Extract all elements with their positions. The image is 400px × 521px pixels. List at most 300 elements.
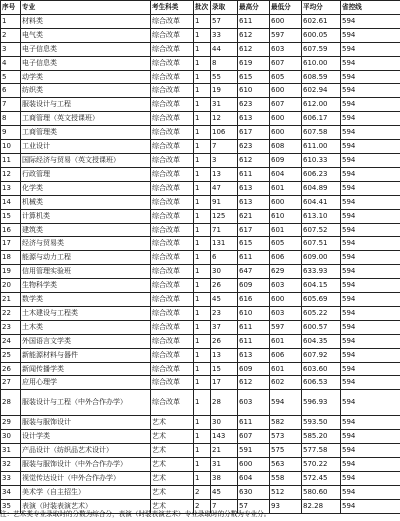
index-cell: 26 — [1, 362, 21, 376]
max-score-cell: 609 — [238, 279, 270, 293]
max-score-cell: 600 — [238, 458, 270, 472]
admitted-cell: 12 — [211, 112, 238, 126]
major-cell: 纺织类 — [21, 84, 151, 98]
min-score-cell: 607 — [270, 98, 302, 112]
index-cell: 2 — [1, 28, 21, 42]
control-line-cell: 594 — [341, 167, 400, 181]
batch-cell: 1 — [194, 334, 211, 348]
table-row — [1, 265, 400, 279]
header-row — [1, 1, 400, 15]
header-min-score: 最低分 — [270, 1, 302, 15]
max-score-cell: 610 — [238, 306, 270, 320]
index-cell: 5 — [1, 70, 21, 84]
batch-cell: 1 — [194, 153, 211, 167]
batch-cell: 1 — [194, 320, 211, 334]
max-score-cell: 611 — [238, 167, 270, 181]
max-score-cell: 616 — [238, 293, 270, 307]
min-score-cell: 597 — [270, 28, 302, 42]
major-cell: 美术学（自主招生） — [21, 485, 151, 499]
batch-cell: 1 — [194, 390, 211, 416]
max-score-cell: 603 — [238, 390, 270, 416]
max-score-cell: 613 — [238, 348, 270, 362]
max-score-cell: 623 — [238, 140, 270, 154]
max-score-cell: 609 — [238, 362, 270, 376]
batch-cell: 1 — [194, 444, 211, 458]
table-row — [1, 140, 400, 154]
max-score-cell: 57 — [238, 499, 270, 513]
table-row — [1, 472, 400, 486]
admitted-cell: 55 — [211, 70, 238, 84]
major-cell: 新能源材料与器件 — [21, 348, 151, 362]
max-score-cell: 621 — [238, 209, 270, 223]
min-score-cell: 594 — [270, 390, 302, 416]
min-score-cell: 600 — [270, 84, 302, 98]
admitted-cell: 131 — [211, 237, 238, 251]
index-cell: 18 — [1, 251, 21, 265]
min-score-cell: 602 — [270, 376, 302, 390]
major-cell: 材料类 — [21, 14, 151, 28]
major-cell: 服装与服饰设计（中外合作办学） — [21, 458, 151, 472]
control-line-cell: 594 — [341, 195, 400, 209]
index-cell: 14 — [1, 195, 21, 209]
min-score-cell: 608 — [270, 140, 302, 154]
batch-cell: 1 — [194, 265, 211, 279]
avg-score-cell: 610.33 — [302, 153, 341, 167]
min-score-cell: 600 — [270, 195, 302, 209]
header-category: 考生科类 — [151, 1, 194, 15]
major-cell: 计算机类 — [21, 209, 151, 223]
control-line-cell: 594 — [341, 472, 400, 486]
batch-cell: 1 — [194, 472, 211, 486]
category-cell: 艺术 — [151, 430, 194, 444]
max-score-cell: 611 — [238, 334, 270, 348]
avg-score-cell: 602.94 — [302, 84, 341, 98]
index-cell: 31 — [1, 444, 21, 458]
control-line-cell: 594 — [341, 279, 400, 293]
footnote: 注：艺术类专业录取时的分数为综合分，表演（时装表演艺术）专业录取时的分数为专业分。 — [0, 510, 271, 518]
category-cell: 综合改革 — [151, 84, 194, 98]
category-cell: 综合改革 — [151, 153, 194, 167]
index-cell: 10 — [1, 140, 21, 154]
category-cell: 综合改革 — [151, 223, 194, 237]
major-cell: 数学类 — [21, 293, 151, 307]
batch-cell: 2 — [194, 499, 211, 513]
min-score-cell: 582 — [270, 416, 302, 430]
table-row — [1, 416, 400, 430]
min-score-cell: 600 — [270, 14, 302, 28]
major-cell: 服装设计与工程 — [21, 98, 151, 112]
min-score-cell: 601 — [270, 223, 302, 237]
max-score-cell: 619 — [238, 56, 270, 70]
max-score-cell: 630 — [238, 485, 270, 499]
max-score-cell: 615 — [238, 237, 270, 251]
control-line-cell: 594 — [341, 416, 400, 430]
min-score-cell: 512 — [270, 485, 302, 499]
index-cell: 29 — [1, 416, 21, 430]
index-cell: 11 — [1, 153, 21, 167]
max-score-cell: 613 — [238, 195, 270, 209]
table-body — [1, 14, 400, 513]
major-cell: 建筑类 — [21, 223, 151, 237]
admitted-cell: 17 — [211, 376, 238, 390]
control-line-cell: 594 — [341, 458, 400, 472]
major-cell: 经济与贸易类 — [21, 237, 151, 251]
header-batch: 批次 — [194, 1, 211, 15]
max-score-cell: 591 — [238, 444, 270, 458]
header-control-line: 省控线 — [341, 1, 400, 15]
control-line-cell: 594 — [341, 320, 400, 334]
category-cell: 综合改革 — [151, 306, 194, 320]
avg-score-cell: 604.89 — [302, 181, 341, 195]
major-cell: 服装与服饰设计 — [21, 416, 151, 430]
avg-score-cell: 607.58 — [302, 126, 341, 140]
category-cell: 综合改革 — [151, 126, 194, 140]
table-row — [1, 306, 400, 320]
admitted-cell: 28 — [211, 390, 238, 416]
category-cell: 综合改革 — [151, 181, 194, 195]
control-line-cell: 594 — [341, 430, 400, 444]
batch-cell: 1 — [194, 458, 211, 472]
category-cell: 综合改革 — [151, 140, 194, 154]
min-score-cell: 575 — [270, 444, 302, 458]
major-cell: 机械类 — [21, 195, 151, 209]
avg-score-cell: 600.05 — [302, 28, 341, 42]
index-cell: 8 — [1, 112, 21, 126]
control-line-cell: 594 — [341, 237, 400, 251]
admitted-cell: 125 — [211, 209, 238, 223]
table-row — [1, 98, 400, 112]
major-cell: 生物科学类 — [21, 279, 151, 293]
min-score-cell: 573 — [270, 430, 302, 444]
index-cell: 34 — [1, 485, 21, 499]
table-row — [1, 320, 400, 334]
batch-cell: 1 — [194, 14, 211, 28]
avg-score-cell: 593.50 — [302, 416, 341, 430]
index-cell: 15 — [1, 209, 21, 223]
table-row — [1, 458, 400, 472]
avg-score-cell: 607.92 — [302, 348, 341, 362]
avg-score-cell: 608.59 — [302, 70, 341, 84]
table-row — [1, 209, 400, 223]
min-score-cell: 597 — [270, 320, 302, 334]
control-line-cell: 594 — [341, 98, 400, 112]
min-score-cell: 601 — [270, 362, 302, 376]
min-score-cell: 600 — [270, 293, 302, 307]
batch-cell: 1 — [194, 167, 211, 181]
batch-cell: 1 — [194, 376, 211, 390]
table-row — [1, 14, 400, 28]
max-score-cell: 623 — [238, 98, 270, 112]
batch-cell: 1 — [194, 293, 211, 307]
table-row — [1, 42, 400, 56]
max-score-cell: 615 — [238, 70, 270, 84]
index-cell: 3 — [1, 42, 21, 56]
table-row — [1, 28, 400, 42]
category-cell: 艺术 — [151, 485, 194, 499]
min-score-cell: 600 — [270, 112, 302, 126]
control-line-cell: 594 — [341, 390, 400, 416]
batch-cell: 1 — [194, 209, 211, 223]
max-score-cell: 611 — [238, 251, 270, 265]
batch-cell: 1 — [194, 42, 211, 56]
major-cell: 动学类 — [21, 70, 151, 84]
min-score-cell: 563 — [270, 458, 302, 472]
table-row — [1, 84, 400, 98]
avg-score-cell: 606.53 — [302, 376, 341, 390]
category-cell: 艺术 — [151, 472, 194, 486]
category-cell: 综合改革 — [151, 390, 194, 416]
index-cell: 20 — [1, 279, 21, 293]
admitted-cell: 57 — [211, 14, 238, 28]
admitted-cell: 91 — [211, 195, 238, 209]
batch-cell: 1 — [194, 70, 211, 84]
table-row — [1, 195, 400, 209]
avg-score-cell: 609.00 — [302, 251, 341, 265]
admitted-cell: 38 — [211, 472, 238, 486]
table-row — [1, 334, 400, 348]
admitted-cell: 31 — [211, 458, 238, 472]
avg-score-cell: 607.51 — [302, 237, 341, 251]
category-cell: 综合改革 — [151, 195, 194, 209]
category-cell: 综合改革 — [151, 362, 194, 376]
max-score-cell: 612 — [238, 28, 270, 42]
avg-score-cell: 604.35 — [302, 334, 341, 348]
major-cell: 信用管理实验班 — [21, 265, 151, 279]
avg-score-cell: 580.60 — [302, 485, 341, 499]
control-line-cell: 594 — [341, 306, 400, 320]
index-cell: 7 — [1, 98, 21, 112]
avg-score-cell: 82.28 — [302, 499, 341, 513]
avg-score-cell: 603.60 — [302, 362, 341, 376]
index-cell: 33 — [1, 472, 21, 486]
admitted-cell: 31 — [211, 98, 238, 112]
index-cell: 25 — [1, 348, 21, 362]
admitted-cell: 143 — [211, 430, 238, 444]
admitted-cell: 7 — [211, 140, 238, 154]
table-row — [1, 485, 400, 499]
avg-score-cell: 610.00 — [302, 56, 341, 70]
category-cell: 综合改革 — [151, 56, 194, 70]
max-score-cell: 604 — [238, 472, 270, 486]
avg-score-cell: 604.15 — [302, 279, 341, 293]
admitted-cell: 19 — [211, 84, 238, 98]
major-cell: 产品设计（纺织品艺术设计） — [21, 444, 151, 458]
max-score-cell: 612 — [238, 153, 270, 167]
control-line-cell: 594 — [341, 153, 400, 167]
admitted-cell: 30 — [211, 416, 238, 430]
max-score-cell: 647 — [238, 265, 270, 279]
control-line-cell: 594 — [341, 42, 400, 56]
admitted-cell: 106 — [211, 126, 238, 140]
max-score-cell: 611 — [238, 416, 270, 430]
major-cell: 服装设计与工程（中外合作办学） — [21, 390, 151, 416]
table-row — [1, 56, 400, 70]
table-row — [1, 181, 400, 195]
table-row — [1, 112, 400, 126]
control-line-cell: 594 — [341, 126, 400, 140]
category-cell: 综合改革 — [151, 348, 194, 362]
category-cell: 艺术 — [151, 499, 194, 513]
min-score-cell: 93 — [270, 499, 302, 513]
admitted-cell: 7 — [211, 499, 238, 513]
avg-score-cell: 612.00 — [302, 98, 341, 112]
avg-score-cell: 572.45 — [302, 472, 341, 486]
min-score-cell: 600 — [270, 126, 302, 140]
avg-score-cell: 633.93 — [302, 265, 341, 279]
control-line-cell: 594 — [341, 223, 400, 237]
table-row — [1, 237, 400, 251]
control-line-cell: 594 — [341, 140, 400, 154]
admitted-cell: 26 — [211, 279, 238, 293]
max-score-cell: 613 — [238, 181, 270, 195]
index-cell: 12 — [1, 167, 21, 181]
index-cell: 16 — [1, 223, 21, 237]
table-row — [1, 279, 400, 293]
table-row — [1, 223, 400, 237]
index-cell: 28 — [1, 390, 21, 416]
admitted-cell: 71 — [211, 223, 238, 237]
major-cell: 应用心理学 — [21, 376, 151, 390]
admitted-cell: 45 — [211, 485, 238, 499]
index-cell: 13 — [1, 181, 21, 195]
major-cell: 表演（时装表演艺术） — [21, 499, 151, 513]
batch-cell: 1 — [194, 112, 211, 126]
batch-cell: 1 — [194, 126, 211, 140]
avg-score-cell: 600.57 — [302, 320, 341, 334]
min-score-cell: 629 — [270, 265, 302, 279]
control-line-cell: 594 — [341, 376, 400, 390]
avg-score-cell: 570.22 — [302, 458, 341, 472]
category-cell: 综合改革 — [151, 42, 194, 56]
header-avg-score: 平均分 — [302, 1, 341, 15]
category-cell: 综合改革 — [151, 334, 194, 348]
min-score-cell: 604 — [270, 167, 302, 181]
category-cell: 艺术 — [151, 458, 194, 472]
batch-cell: 1 — [194, 84, 211, 98]
control-line-cell: 594 — [341, 70, 400, 84]
index-cell: 22 — [1, 306, 21, 320]
major-cell: 能源与动力工程 — [21, 251, 151, 265]
min-score-cell: 607 — [270, 56, 302, 70]
table-row — [1, 444, 400, 458]
avg-score-cell: 602.61 — [302, 14, 341, 28]
admitted-cell: 21 — [211, 444, 238, 458]
index-cell: 32 — [1, 458, 21, 472]
major-cell: 视觉传达设计（中外合作办学） — [21, 472, 151, 486]
header-admitted: 录取 — [211, 1, 238, 15]
min-score-cell: 603 — [270, 42, 302, 56]
admitted-cell: 47 — [211, 181, 238, 195]
admitted-cell: 33 — [211, 28, 238, 42]
index-cell: 27 — [1, 376, 21, 390]
min-score-cell: 606 — [270, 348, 302, 362]
index-cell: 35 — [1, 499, 21, 513]
max-score-cell: 610 — [238, 84, 270, 98]
category-cell: 综合改革 — [151, 265, 194, 279]
major-cell: 电子信息类 — [21, 56, 151, 70]
admitted-cell: 44 — [211, 42, 238, 56]
control-line-cell: 594 — [341, 362, 400, 376]
table-row — [1, 70, 400, 84]
major-cell: 工商管理类 — [21, 126, 151, 140]
major-cell: 外国语言文学类 — [21, 334, 151, 348]
control-line-cell: 594 — [341, 334, 400, 348]
major-cell: 土木建设与工程类 — [21, 306, 151, 320]
min-score-cell: 603 — [270, 306, 302, 320]
table-row — [1, 390, 400, 416]
category-cell: 综合改革 — [151, 293, 194, 307]
admitted-cell: 15 — [211, 362, 238, 376]
batch-cell: 1 — [194, 251, 211, 265]
index-cell: 30 — [1, 430, 21, 444]
batch-cell: 1 — [194, 306, 211, 320]
batch-cell: 1 — [194, 237, 211, 251]
index-cell: 4 — [1, 56, 21, 70]
avg-score-cell: 607.52 — [302, 223, 341, 237]
avg-score-cell: 606.17 — [302, 112, 341, 126]
control-line-cell: 594 — [341, 499, 400, 513]
control-line-cell: 594 — [341, 209, 400, 223]
category-cell: 综合改革 — [151, 98, 194, 112]
header-max-score: 最高分 — [238, 1, 270, 15]
min-score-cell: 610 — [270, 209, 302, 223]
max-score-cell: 612 — [238, 376, 270, 390]
admitted-cell: 45 — [211, 293, 238, 307]
category-cell: 综合改革 — [151, 112, 194, 126]
category-cell: 综合改革 — [151, 376, 194, 390]
major-cell: 设计学类 — [21, 430, 151, 444]
control-line-cell: 594 — [341, 444, 400, 458]
table-row — [1, 430, 400, 444]
index-cell: 6 — [1, 84, 21, 98]
table-row — [1, 167, 400, 181]
avg-score-cell: 596.93 — [302, 390, 341, 416]
max-score-cell: 611 — [238, 14, 270, 28]
category-cell: 综合改革 — [151, 320, 194, 334]
batch-cell: 1 — [194, 181, 211, 195]
min-score-cell: 558 — [270, 472, 302, 486]
table-row — [1, 126, 400, 140]
category-cell: 综合改革 — [151, 237, 194, 251]
index-cell: 1 — [1, 14, 21, 28]
control-line-cell: 594 — [341, 293, 400, 307]
admitted-cell: 37 — [211, 320, 238, 334]
max-score-cell: 607 — [238, 430, 270, 444]
index-cell: 19 — [1, 265, 21, 279]
avg-score-cell: 604.41 — [302, 195, 341, 209]
major-cell: 国际经济与贸易（英文授课班） — [21, 153, 151, 167]
index-cell: 21 — [1, 293, 21, 307]
control-line-cell: 594 — [341, 28, 400, 42]
category-cell: 综合改革 — [151, 279, 194, 293]
table-row — [1, 348, 400, 362]
control-line-cell: 594 — [341, 56, 400, 70]
control-line-cell: 594 — [341, 14, 400, 28]
avg-score-cell: 605.22 — [302, 306, 341, 320]
control-line-cell: 594 — [341, 84, 400, 98]
avg-score-cell: 585.20 — [302, 430, 341, 444]
min-score-cell: 605 — [270, 237, 302, 251]
major-cell: 土木类 — [21, 320, 151, 334]
index-cell: 9 — [1, 126, 21, 140]
category-cell: 综合改革 — [151, 70, 194, 84]
control-line-cell: 594 — [341, 112, 400, 126]
index-cell: 24 — [1, 334, 21, 348]
max-score-cell: 613 — [238, 112, 270, 126]
header-index: 序号 — [1, 1, 21, 15]
index-cell: 23 — [1, 320, 21, 334]
index-cell: 17 — [1, 237, 21, 251]
